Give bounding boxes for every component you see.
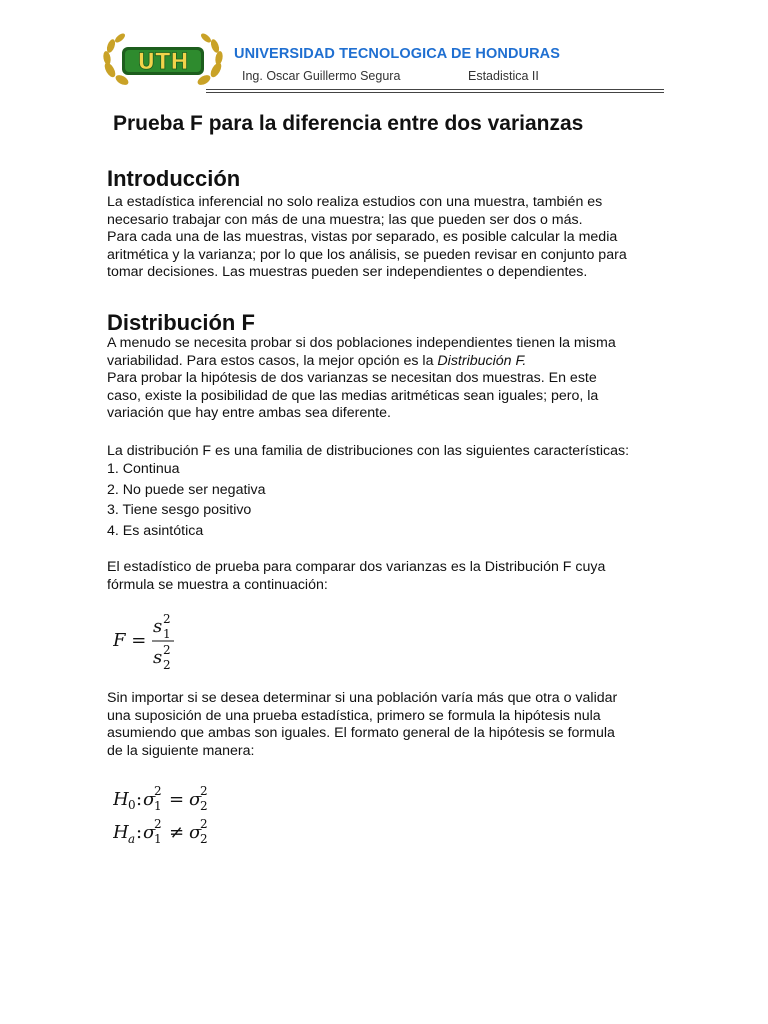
intro-line: necesario trabajar con más de una muestra; las que pueden ser dos o más. — [107, 211, 583, 228]
sigma-sub: 1 — [154, 832, 162, 846]
sigma-sub: 2 — [200, 832, 208, 846]
stat-line: fórmula se muestra a continuación: — [107, 576, 328, 593]
intro-line: aritmética y la varianza; por lo que los análisis, se pueden revisar en conjunto para — [107, 246, 627, 263]
sigma-symbol: σ — [189, 822, 202, 843]
sigma-symbol: σ — [143, 822, 156, 843]
intro-line: tomar decisiones. Las muestras pueden ser independientes o dependientes. — [107, 264, 588, 281]
distribution-paragraph — [107, 335, 669, 423]
h-subscript: 0 — [128, 798, 136, 812]
dist-line: A menudo se necesita probar si dos poblaciones independientes tienen la misma — [107, 335, 616, 351]
formula-denominator-sup: 2 — [163, 643, 171, 657]
uth-logo — [100, 30, 226, 90]
h-symbol: H — [113, 822, 129, 843]
distribution-heading: Distribución F — [107, 310, 255, 335]
feature-item: 2. No puede ser negativa — [107, 482, 266, 498]
colon: : — [136, 789, 143, 810]
hyp-line: Sin importar si se desea determinar si una población varía más que otra o validar — [107, 690, 618, 706]
sigma-symbol: σ — [143, 789, 156, 810]
formula-numerator: s — [153, 616, 163, 637]
family-intro — [107, 443, 669, 461]
h-subscript: a — [128, 832, 136, 846]
colon: : — [136, 822, 143, 843]
dist-line-text: variabilidad. Para estos casos, la mejor opción es la — [107, 352, 438, 369]
intro-line: Para cada una de las muestras, vistas por separado, es posible calcular la media — [107, 229, 618, 246]
formula-denominator: s — [153, 647, 163, 668]
formula-lhs: F = — [113, 630, 147, 651]
intro-heading: Introducción — [107, 166, 241, 191]
document-header — [100, 30, 664, 96]
feature-item: 4. Es asintótica — [107, 523, 204, 539]
university-name: UNIVERSIDAD TECNOLOGICA DE HONDURAS — [234, 46, 561, 62]
stat-line: El estadístico de prueba para comparar dos varianzas es la Distribución F cuya — [107, 559, 606, 575]
statistic-paragraph — [107, 559, 669, 594]
dist-line: variación que hay entre ambas sea diferente. — [107, 405, 391, 422]
course-name: Estadistica II — [468, 69, 539, 83]
feature-item: 3. Tiene sesgo positivo — [107, 502, 252, 518]
formula-numerator-sup: 2 — [163, 612, 171, 626]
relation-symbol: = — [169, 789, 185, 810]
hypothesis-paragraph — [107, 690, 669, 760]
feature-item: 1. Continua — [107, 461, 180, 477]
logo-text: UTH — [137, 50, 189, 75]
page-title: Prueba F para la diferencia entre dos varianzas — [113, 112, 584, 135]
sigma-sub: 2 — [200, 799, 208, 813]
header-divider — [206, 89, 664, 90]
sigma-sup: 2 — [200, 817, 208, 831]
alternative-hypothesis — [113, 816, 253, 846]
dist-line — [107, 353, 669, 371]
relation-symbol: ≠ — [169, 822, 185, 843]
sigma-sup: 2 — [154, 817, 162, 831]
h-symbol: H — [113, 789, 129, 810]
hyp-line: asumiendo que ambas son iguales. El formato general de la hipótesis se formula — [107, 725, 615, 742]
hyp-line: una suposición de una prueba estadística, primero se formula la hipótesis nula — [107, 707, 601, 724]
sigma-sup: 2 — [200, 784, 208, 798]
intro-line: La estadística inferencial no solo realiza estudios con una muestra, también es — [107, 194, 603, 210]
family-intro-line: La distribución F es una familia de distribuciones con las siguientes características: — [107, 443, 630, 459]
f-formula — [113, 608, 203, 674]
sigma-sup: 2 — [154, 784, 162, 798]
formula-denominator-sub: 2 — [163, 658, 171, 672]
dist-line: caso, existe la posibilidad de que las medias aritméticas sean iguales; pero, la — [107, 387, 599, 404]
sigma-sub: 1 — [154, 799, 162, 813]
dist-emphasis: Distribución F. — [437, 352, 527, 369]
intro-paragraph — [107, 194, 669, 282]
dist-line: Para probar la hipótesis de dos varianzas se necesitan dos muestras. En este — [107, 370, 597, 387]
sigma-symbol: σ — [189, 789, 202, 810]
hyp-line: de la siguiente manera: — [107, 742, 255, 759]
author-name: Ing. Oscar Guillermo Segura — [242, 69, 401, 83]
formula-numerator-sub: 1 — [163, 627, 171, 641]
header-divider-second — [206, 92, 664, 93]
null-hypothesis — [113, 783, 253, 813]
